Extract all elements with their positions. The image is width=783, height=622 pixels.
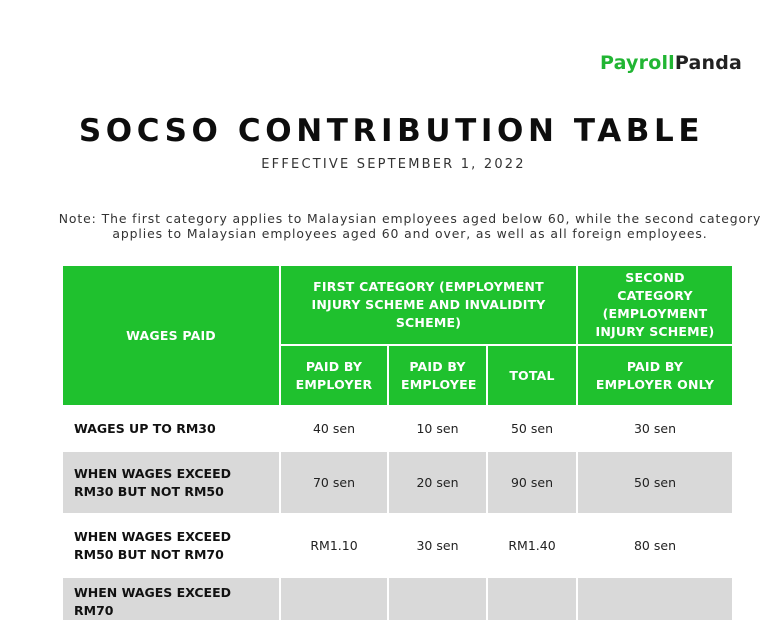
header-first-category: FIRST CATEGORY (EMPLOYMENT INJURY SCHEME AND INVALIDITY SCHEME) [280,265,577,345]
second-category-cell: 30 sen [577,406,733,451]
employee-contribution-cell: 20 sen [388,451,487,514]
total-contribution-cell: 50 sen [487,406,577,451]
employee-contribution-cell [388,577,487,621]
employee-contribution-cell: 30 sen [388,514,487,577]
wage-range-cell: WHEN WAGES EXCEED RM50 BUT NOT RM70 [62,514,280,577]
employer-contribution-cell [280,577,388,621]
table-row [62,577,733,621]
wage-range-cell: WHEN WAGES EXCEED RM30 BUT NOT RM50 [62,451,280,514]
employer-contribution-cell: RM1.10 [280,514,388,577]
header-paid-by-employer-only: PAID BY EMPLOYER ONLY [577,345,733,406]
contribution-table [61,264,734,622]
table-row [62,451,733,514]
second-category-cell: 50 sen [577,451,733,514]
page-title: SOCSO CONTRIBUTION TABLE [78,113,705,149]
header-second-category: SECOND CATEGORY (EMPLOYMENT INJURY SCHEME) [577,265,733,345]
total-contribution-cell: 90 sen [487,451,577,514]
wage-range-cell: WAGES UP TO RM30 [62,406,280,451]
brand-logo [600,52,742,74]
employee-contribution-cell: 10 sen [388,406,487,451]
header-paid-by-employer: PAID BY EMPLOYER [280,345,388,406]
second-category-cell [577,577,733,621]
second-category-cell: 80 sen [577,514,733,577]
brand-logo-part1: Payroll [600,52,675,74]
header-wages-paid: WAGES PAID [62,265,280,406]
employer-contribution-cell: 40 sen [280,406,388,451]
total-contribution-cell [487,577,577,621]
header-paid-by-employee: PAID BY EMPLOYEE [388,345,487,406]
table-row [62,406,733,451]
employer-contribution-cell: 70 sen [280,451,388,514]
page-subtitle: EFFECTIVE SEPTEMBER 1, 2022 [261,157,526,172]
wage-range-cell: WHEN WAGES EXCEED RM70 [62,577,280,621]
header-total: TOTAL [487,345,577,406]
total-contribution-cell: RM1.40 [487,514,577,577]
brand-logo-part2: Panda [674,52,743,74]
category-note: Note: The first category applies to Malaysian employees aged below 60, while the second category applies to Malaysian employees aged 60 and over, as well as all foreign employees. [58,211,762,241]
table-row [62,514,733,577]
